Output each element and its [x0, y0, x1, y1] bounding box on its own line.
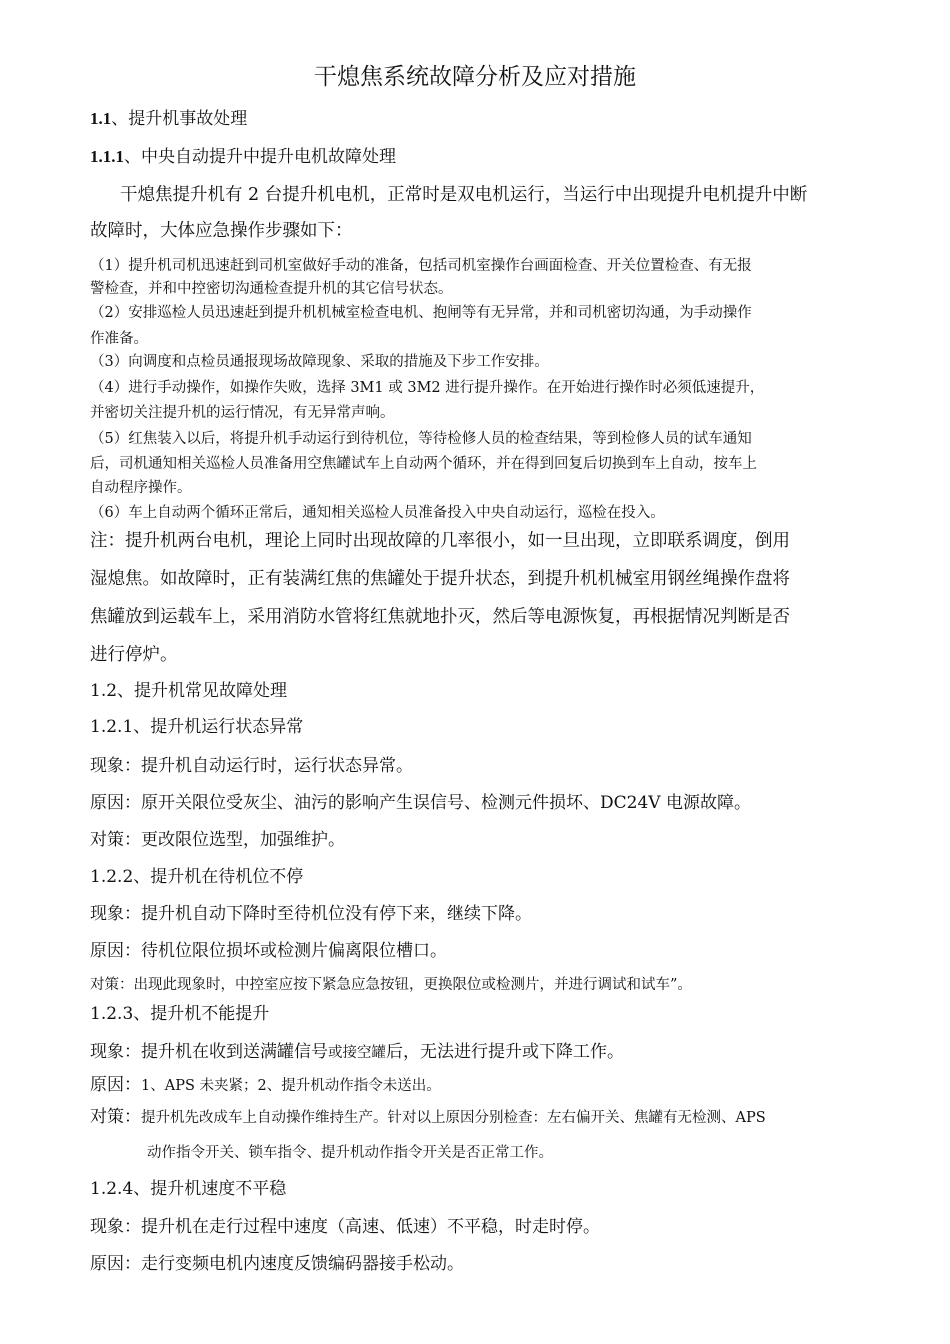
- section-1-2-heading: 1.2、提升机常见故障处理: [90, 681, 288, 701]
- section-1-2-3-heading: 1.2.3、提升机不能提升: [90, 1004, 270, 1024]
- section-number: 1.1: [90, 109, 112, 128]
- cause-label: 原因：: [90, 1075, 141, 1095]
- note-line: 注：提升机两台电机，理论上同时出现故障的几率很小，如一旦出现，立即联系调度，倒用: [90, 531, 790, 551]
- section-1-2-4-heading: 1.2.4、提升机速度不平稳: [90, 1179, 287, 1199]
- measure-line-continued: 动作指令开关、锁车指令、提升机动作指令开关是否正常工作。: [147, 1145, 553, 1161]
- section-title: 、中央自动提升中提升电机故障处理: [124, 147, 396, 167]
- phenomenon-text: 或接空罐: [328, 1045, 386, 1061]
- paragraph-line: 干熄焦提升机有 2 台提升机电机，正常时是双电机运行，当运行中出现提升电机提升中断: [120, 185, 808, 205]
- page-title: 干熄焦系统故障分析及应对措施: [314, 64, 636, 90]
- step-line: 并密切关注提升机的运行情况，有无异常声响。: [90, 405, 395, 421]
- cause-line: 原因：待机位限位损坏或检测片偏离限位槽口。: [90, 941, 447, 961]
- section-1-2-1-heading: 1.2.1、提升机运行状态异常: [90, 717, 304, 737]
- measure-text: 提升机先改成车上自动操作维持生产。针对以上原因分别检查：左右偏开关、焦罐有无检测、APS: [141, 1110, 766, 1126]
- step-line: （2）安排巡检人员迅速赶到提升机机械室检查电机、抱闸等有无异常，并和司机密切沟通，为手动操作: [90, 305, 752, 321]
- step-line: 自动程序操作。: [90, 480, 192, 496]
- paragraph-line: 故障时，大体应急操作步骤如下：: [90, 221, 353, 241]
- note-line: 进行停炉。: [90, 645, 178, 665]
- phenomenon-line: [90, 1041, 624, 1064]
- step-line: 作准备。: [90, 331, 148, 347]
- note-line: 湿熄焦。如故障时，正有装满红焦的焦罐处于提升状态，到提升机机械室用钢丝绳操作盘将: [90, 569, 790, 589]
- phenomenon-text: 后，无法进行提升或下降工作。: [386, 1042, 624, 1062]
- measure-line: 对策：出现此现象时，中控室应按下紧急应急按钮，更换限位或检测片，并进行调试和试车”。: [90, 977, 692, 993]
- measure-line: [90, 1106, 766, 1129]
- section-1-2-2-heading: 1.2.2、提升机在待机位不停: [90, 867, 304, 887]
- step-line: （6）车上自动两个循环正常后，通知相关巡检人员准备投入中央自动运行，巡检在投入。: [90, 505, 665, 521]
- phenomenon-line: 现象：提升机在走行过程中速度（高速、低速）不平稳，时走时停。: [90, 1217, 600, 1237]
- measure-line: 对策：更改限位选型，加强维护。: [90, 830, 345, 850]
- phenomenon-text: 现象：提升机在收到送满罐信号: [90, 1042, 328, 1062]
- note-line: 焦罐放到运载车上，采用消防水管将红焦就地扑灭，然后等电源恢复，再根据情况判断是否: [90, 607, 790, 627]
- section-1-1-heading: [90, 108, 247, 130]
- measure-label: 对策：: [90, 1107, 141, 1127]
- step-line: （3）向调度和点检员通报现场故障现象、采取的措施及下步工作安排。: [90, 354, 549, 370]
- step-line: （1）提升机司机迅速赶到司机室做好手动的准备，包括司机室操作台画面检查、开关位置检查、有无报: [90, 258, 752, 274]
- section-title: 、提升机事故处理: [111, 109, 248, 129]
- step-line: 后，司机通知相关巡检人员准备用空焦罐试车上自动两个循环，并在得到回复后切换到车上自动，按车上: [90, 456, 757, 472]
- step-line: （5）红焦装入以后，将提升机手动运行到待机位，等待检修人员的检查结果，等到检修人员的试车通知: [90, 431, 752, 447]
- phenomenon-line: 现象：提升机自动运行时，运行状态异常。: [90, 756, 413, 776]
- cause-text: 1、APS 未夹紧；2、提升机动作指令未送出。: [141, 1078, 441, 1094]
- cause-line: 原因：走行变频电机内速度反馈编码器接手松动。: [90, 1254, 464, 1274]
- step-line: （4）进行手动操作，如操作失败，选择 3M1 或 3M2 进行提升操作。在开始进行操作时必须低速提升，: [90, 380, 765, 396]
- phenomenon-line: 现象：提升机自动下降时至待机位没有停下来，继续下降。: [90, 904, 532, 924]
- cause-line: 原因：原开关限位受灰尘、油污的影响产生误信号、检测元件损坏、DC24V 电源故障。: [90, 793, 751, 813]
- section-number: 1.1.1: [90, 147, 124, 166]
- section-1-1-1-heading: [90, 146, 396, 168]
- step-line: 警检查，并和中控密切沟通检查提升机的其它信号状态。: [90, 281, 453, 297]
- cause-line: [90, 1074, 441, 1097]
